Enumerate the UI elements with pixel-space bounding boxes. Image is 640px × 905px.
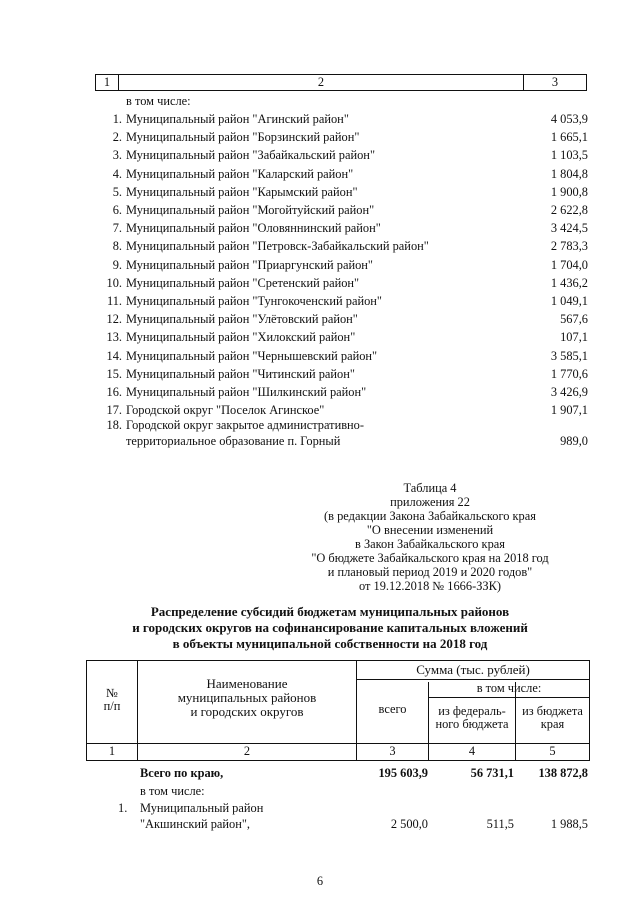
row-name: Муниципальный район "Сретенский район" (126, 275, 360, 290)
list-item (0, 349, 640, 367)
annotation-line: Таблица 4 (403, 481, 457, 495)
row-name: Муниципальный район "Забайкальский район" (126, 148, 375, 163)
list-item (0, 312, 640, 330)
list-item (0, 130, 640, 148)
row-number: 1. (112, 112, 122, 126)
col-number: 2 (243, 744, 251, 758)
row-number: 18. (106, 418, 122, 432)
col-number: 5 (549, 744, 556, 758)
row-number: 11. (106, 294, 122, 308)
list-item (0, 112, 640, 130)
row-number: 13. (106, 330, 122, 345)
col-header-1: 1 (103, 75, 111, 89)
total-regional: 138 872,8 (538, 766, 588, 780)
row-number: 12. (106, 312, 122, 327)
row-value: 4 053,9 (550, 112, 588, 126)
col-number: 4 (468, 744, 476, 758)
row-value: 567,6 (560, 312, 588, 327)
row-value: 1 804,8 (550, 166, 588, 181)
row-name: Муниципальный район "Улётовский район" (126, 312, 358, 327)
including-header: в том числе: (476, 681, 542, 695)
row-number: 9. (112, 257, 122, 272)
sum-header: Сумма (тыс. рублей) (416, 662, 530, 677)
row-name: Муниципальный район "Шилкинский район" (126, 385, 367, 399)
list-item (0, 221, 640, 239)
row-value: 1 704,0 (550, 257, 588, 272)
list-item (0, 330, 640, 348)
row-name: Муниципальный район "Каларский район" (126, 166, 354, 181)
row-value: 1 770,6 (550, 366, 588, 381)
list-item (0, 258, 640, 276)
row-value: 3 426,9 (550, 385, 588, 399)
list-item (0, 367, 640, 385)
annotation-line: и плановый период 2019 и 2020 годов" (327, 565, 533, 579)
distribution-table-header (86, 660, 590, 761)
list-item (0, 294, 640, 312)
list-item (0, 385, 640, 403)
row-name: Муниципальный район "Тунгокоченский район" (126, 294, 382, 308)
including-label-2: в том числе: (140, 784, 205, 798)
row-name: Муниципальный район "Читинский район" (126, 366, 355, 381)
total-header: всего (378, 702, 407, 716)
title-line: и городских округов на софинансирование капитальных вложений (132, 620, 528, 635)
row-value: 3 424,5 (550, 221, 588, 236)
row-name: Муниципальный район "Могойтуйский район" (126, 203, 375, 217)
row-name: Муниципальный район "Хилокский район" (126, 330, 356, 345)
row-number: 17. (106, 403, 122, 418)
row-value: 107,1 (560, 330, 588, 345)
row-name: Городской округ "Поселок Агинское" (126, 403, 325, 418)
row-number: 6. (112, 203, 122, 217)
annotation-line: "О бюджете Забайкальского края на 2018 год (311, 551, 549, 565)
row-number: 7. (112, 221, 122, 236)
row-name-line1: Городской округ закрытое административно- (126, 418, 364, 432)
row-number: 2. (112, 130, 122, 145)
total-value: 195 603,9 (378, 766, 428, 780)
row-name-line1: Муниципальный район (140, 801, 264, 815)
annotation-line: приложения 22 (390, 495, 470, 509)
row-federal: 511,5 (486, 817, 514, 831)
list-item (0, 185, 640, 203)
col-number: 1 (108, 744, 116, 758)
row-number: 15. (106, 366, 122, 381)
page-number: 6 (316, 874, 324, 888)
list-item (0, 148, 640, 166)
list-item (0, 239, 640, 257)
annotation-line: "О внесении изменений (366, 523, 494, 537)
row-number: 5. (112, 184, 122, 199)
row-number: 16. (106, 385, 122, 399)
title-line: Распределение субсидий бюджетам муниципальных районов (150, 604, 510, 619)
row-name: Муниципальный район "Оловяннинский район" (126, 221, 381, 236)
annotation-line: от 19.12.2018 № 1666-ЗЗК) (358, 579, 502, 593)
row-name-line2: территориальное образование п. Горный (126, 434, 341, 448)
row-value: 1 436,2 (550, 275, 588, 290)
annotation-line: (в редакции Закона Забайкальского края (324, 509, 536, 523)
row-number: 3. (112, 148, 122, 163)
col-header-2: 2 (317, 75, 325, 89)
row-value: 1 049,1 (550, 294, 588, 308)
row-value: 1 907,1 (550, 403, 588, 418)
list-item (0, 276, 640, 294)
row-number: 14. (106, 348, 122, 363)
col-header-3: 3 (551, 75, 559, 89)
row-name: Муниципальный район "Борзинский район" (126, 130, 360, 145)
federal-header: из федераль- ного бюджета (435, 704, 509, 731)
title-line: в объекты муниципальной собственности на 2018 год (172, 636, 488, 651)
row-number: 8. (112, 239, 122, 254)
row-number: 4. (112, 166, 122, 181)
col-num-header: № п/п (103, 686, 121, 713)
row-value: 2 622,8 (550, 203, 588, 217)
row-number: 10. (106, 275, 122, 290)
row-name-line2: "Акшинский район", (140, 817, 251, 831)
row-value: 3 585,1 (550, 348, 588, 363)
total-label: Всего по краю, (140, 766, 224, 780)
row-name: Муниципальный район "Агинский район" (126, 112, 349, 126)
row-name: Муниципальный район "Петровск-Забайкальский район" (126, 239, 429, 254)
list-item (0, 167, 640, 185)
divider (428, 697, 589, 698)
row-regional: 1 988,5 (550, 817, 588, 831)
including-label: в том числе: (126, 94, 191, 108)
col-number: 3 (389, 744, 396, 758)
row-number: 1. (118, 801, 128, 815)
col-name-header: Наименование муниципальных районов и городских округов (177, 676, 317, 719)
top-table-header (95, 74, 587, 91)
annotation-line: в Закон Забайкальского края (355, 537, 505, 551)
row-value: 1 900,8 (550, 184, 588, 199)
row-value: 1 665,1 (550, 130, 588, 145)
total-federal: 56 731,1 (470, 766, 514, 780)
row-value: 1 103,5 (550, 148, 588, 163)
row-total: 2 500,0 (390, 817, 428, 831)
divider (87, 743, 589, 744)
regional-header: из бюджета края (522, 704, 583, 731)
divider (356, 679, 589, 680)
row-name: Муниципальный район "Чернышевский район" (126, 348, 378, 363)
list-item (0, 203, 640, 221)
row-value: 2 783,3 (550, 239, 588, 254)
list-item-continued (0, 434, 640, 452)
row-name: Муниципальный район "Карымский район" (126, 184, 358, 199)
row-name: Муниципальный район "Приаргунский район" (126, 257, 373, 272)
row-value: 989,0 (560, 434, 588, 448)
